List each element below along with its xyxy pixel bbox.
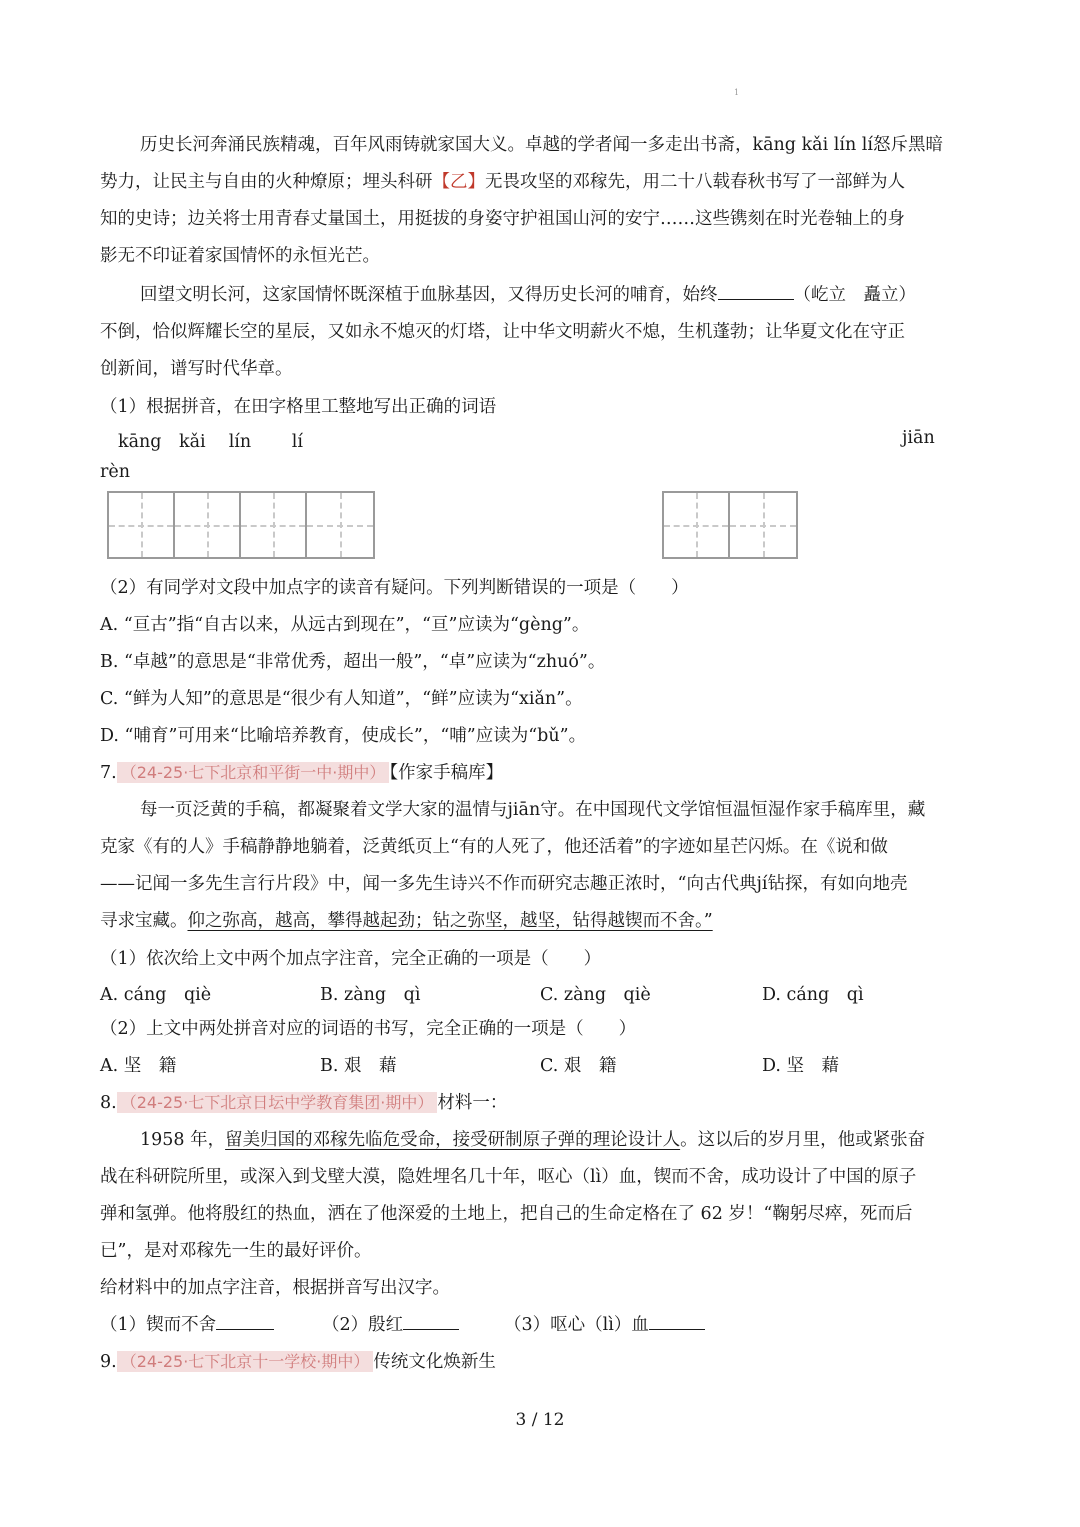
q7-header xyxy=(100,759,503,784)
q8-header xyxy=(100,1089,507,1114)
q7-line4-a: 寻求宝藏。 xyxy=(100,911,188,931)
q9-source-tag: （24-25·七下北京十一学校·期中） xyxy=(117,1351,374,1372)
q7-sub1-option-c: C. zàng qiè xyxy=(540,985,651,1005)
pinyin-kangkailinli: kāng kǎi lín lí xyxy=(118,432,303,452)
q6-2-option-c: C. “鲜为人知”的意思是“很少有人知道”，“鲜”应读为“xiǎn”。 xyxy=(100,689,583,709)
q7-sub1-prompt: （1）依次给上文中两个加点字注音，完全正确的一项是（ ） xyxy=(100,949,602,969)
q7-title: 【作家手稿库】 xyxy=(389,763,504,783)
q8-fill-3-label: （3）呕心（lì）血 xyxy=(504,1315,649,1335)
q7-source-tag: （24-25·七下北京和平街一中·期中） xyxy=(117,762,390,783)
pinyin-jian: jiān xyxy=(902,428,935,448)
q7-sub2-option-d: D. 坚 藉 xyxy=(762,1056,840,1076)
q6-1-prompt: （1）根据拼音，在田字格里工整地写出正确的词语 xyxy=(100,397,497,417)
q8-fill-2-blank[interactable] xyxy=(403,1313,459,1330)
q8-line1-a: 1958 年， xyxy=(140,1130,226,1150)
para2-line1-a: 回望文明长河，这家国情怀既深植于血脉基因，又得历史长河的哺育，始终 xyxy=(140,285,718,305)
q8-source-tag: （24-25·七下北京日坛中学教育集团·期中） xyxy=(117,1092,438,1113)
q8-line1 xyxy=(140,1126,925,1151)
tianzige-cell[interactable] xyxy=(307,493,373,557)
q8-fill-1 xyxy=(100,1311,274,1336)
q7-line1: 每一页泛黄的手稿，都凝聚着文学大家的温情与jiān守。在中国现代文学馆恒温恒湿作家手稿库里，藏 xyxy=(140,800,926,820)
q7-sub2-option-c: C. 艰 籍 xyxy=(540,1056,617,1076)
q6-2-prompt: （2）有同学对文段中加点字的读音有疑问。下列判断错误的一项是（ ） xyxy=(100,578,689,598)
q7-line3: ——记闻一多先生言行片段》中，闻一多先生诗兴不作而研究志趣正浓时，“向古代典jí钻探，有如向地壳 xyxy=(100,874,908,894)
q8-fill-2 xyxy=(322,1311,459,1336)
tianzige-grid-4[interactable] xyxy=(107,491,375,559)
para2-line3: 创新间，谱写时代华章。 xyxy=(100,359,293,379)
tianzige-grid-2[interactable] xyxy=(662,491,798,559)
answer-blank xyxy=(718,283,794,300)
para1-line2 xyxy=(100,168,905,193)
q8-line3: 弹和氢弹。他将殷红的热血，洒在了他深爱的土地上，把自己的生命定格在了 62 岁！“鞠躬尽瘁，死而后 xyxy=(100,1204,913,1224)
q9-number: 9. xyxy=(100,1352,117,1372)
q7-number: 7. xyxy=(100,763,117,783)
q8-fill-2-label: （2）殷红 xyxy=(322,1315,404,1335)
page-number: 3 / 12 xyxy=(515,1410,565,1430)
q7-sub1-option-a: A. cáng qiè xyxy=(100,985,212,1005)
q7-underlined-quote: 仰之弥高，越高，攀得越起劲；钻之弥坚，越坚，钻得越锲而不舍。” xyxy=(187,911,713,931)
tianzige-cell[interactable] xyxy=(664,493,730,557)
para1-line4: 影无不印证着家国情怀的永恒光芒。 xyxy=(100,246,380,266)
q7-sub2-option-a: A. 坚 籍 xyxy=(100,1056,177,1076)
para1-line2-b: 无畏攻坚的邓稼先，用二十八载春秋书写了一部鲜为人 xyxy=(485,172,905,192)
q8-fill-3 xyxy=(504,1311,705,1336)
para1-line3: 知的史诗；边关将士用青春丈量国土，用挺拔的身姿守护祖国山河的安宁……这些镌刻在时光卷轴上的身 xyxy=(100,209,905,229)
q8-underlined-phrase: 留美归国的邓稼先临危受命，接受研制原子弹的理论设计人 xyxy=(225,1130,681,1150)
q8-line1-b: 。这以后的岁月里，他或紧张奋 xyxy=(680,1130,926,1150)
q6-2-option-d: D. “哺育”可用来“比喻培养教育，使成长”，“哺”应读为“bǔ”。 xyxy=(100,726,587,746)
para2-choices: （屹立 矗立） xyxy=(793,285,916,305)
pinyin-ren: rèn xyxy=(100,462,130,482)
q7-sub1-option-b: B. zàng qì xyxy=(320,985,421,1005)
tianzige-cell[interactable] xyxy=(730,493,796,557)
blank-marker-yi: 【乙】 xyxy=(432,172,485,192)
q8-line4: 已”，是对邓稼先一生的最好评价。 xyxy=(100,1241,372,1261)
para1-line2-a: 势力，让民主与自由的火种燎原；埋头科研 xyxy=(100,172,433,192)
q7-line4 xyxy=(100,907,713,932)
q9-title: 传统文化焕新生 xyxy=(373,1352,496,1372)
q7-sub1-option-d: D. cáng qì xyxy=(762,985,864,1005)
tianzige-cell[interactable] xyxy=(241,493,307,557)
q8-instruction: 给材料中的加点字注音，根据拼音写出汉字。 xyxy=(100,1278,450,1298)
q8-fill-1-blank[interactable] xyxy=(216,1313,274,1330)
q8-title: 材料一： xyxy=(437,1093,508,1113)
q8-fill-1-label: （1）锲而不舍 xyxy=(100,1315,217,1335)
q6-2-option-b: B. “卓越”的意思是“非常优秀，超出一般”，“卓”应读为“zhuó”。 xyxy=(100,652,606,672)
q7-sub2-prompt: （2）上文中两处拼音对应的词语的书写，完全正确的一项是（ ） xyxy=(100,1019,637,1039)
tianzige-cell[interactable] xyxy=(109,493,175,557)
q7-sub2-option-b: B. 艰 藉 xyxy=(320,1056,397,1076)
q7-line2: 克家《有的人》手稿静静地躺着，泛黄纸页上“有的人死了，他还活着”的字迹如星芒闪烁。在《说和做 xyxy=(100,837,888,857)
para2-line2: 不倒，恰似辉耀长空的星辰，又如永不熄灭的灯塔，让中华文明薪火不熄，生机蓬勃；让华夏文化在守正 xyxy=(100,322,905,342)
q8-fill-3-blank[interactable] xyxy=(649,1313,705,1330)
q9-header xyxy=(100,1348,496,1373)
tianzige-cell[interactable] xyxy=(175,493,241,557)
page-mark: 1 xyxy=(734,88,740,97)
para2-line1 xyxy=(140,281,916,306)
q8-number: 8. xyxy=(100,1093,117,1113)
q8-line2: 战在科研院所里，或深入到戈壁大漠，隐姓埋名几十年，呕心（lì）血，锲而不舍，成功设计了中国的原子 xyxy=(100,1167,917,1187)
para1-line1: 历史长河奔涌民族精魂，百年风雨铸就家国大义。卓越的学者闻一多走出书斋，kāng kǎi lín lí怒斥黑暗 xyxy=(140,135,943,155)
q6-2-option-a: A. “亘古”指“自古以来，从远古到现在”，“亘”应读为“gèng”。 xyxy=(100,615,590,635)
